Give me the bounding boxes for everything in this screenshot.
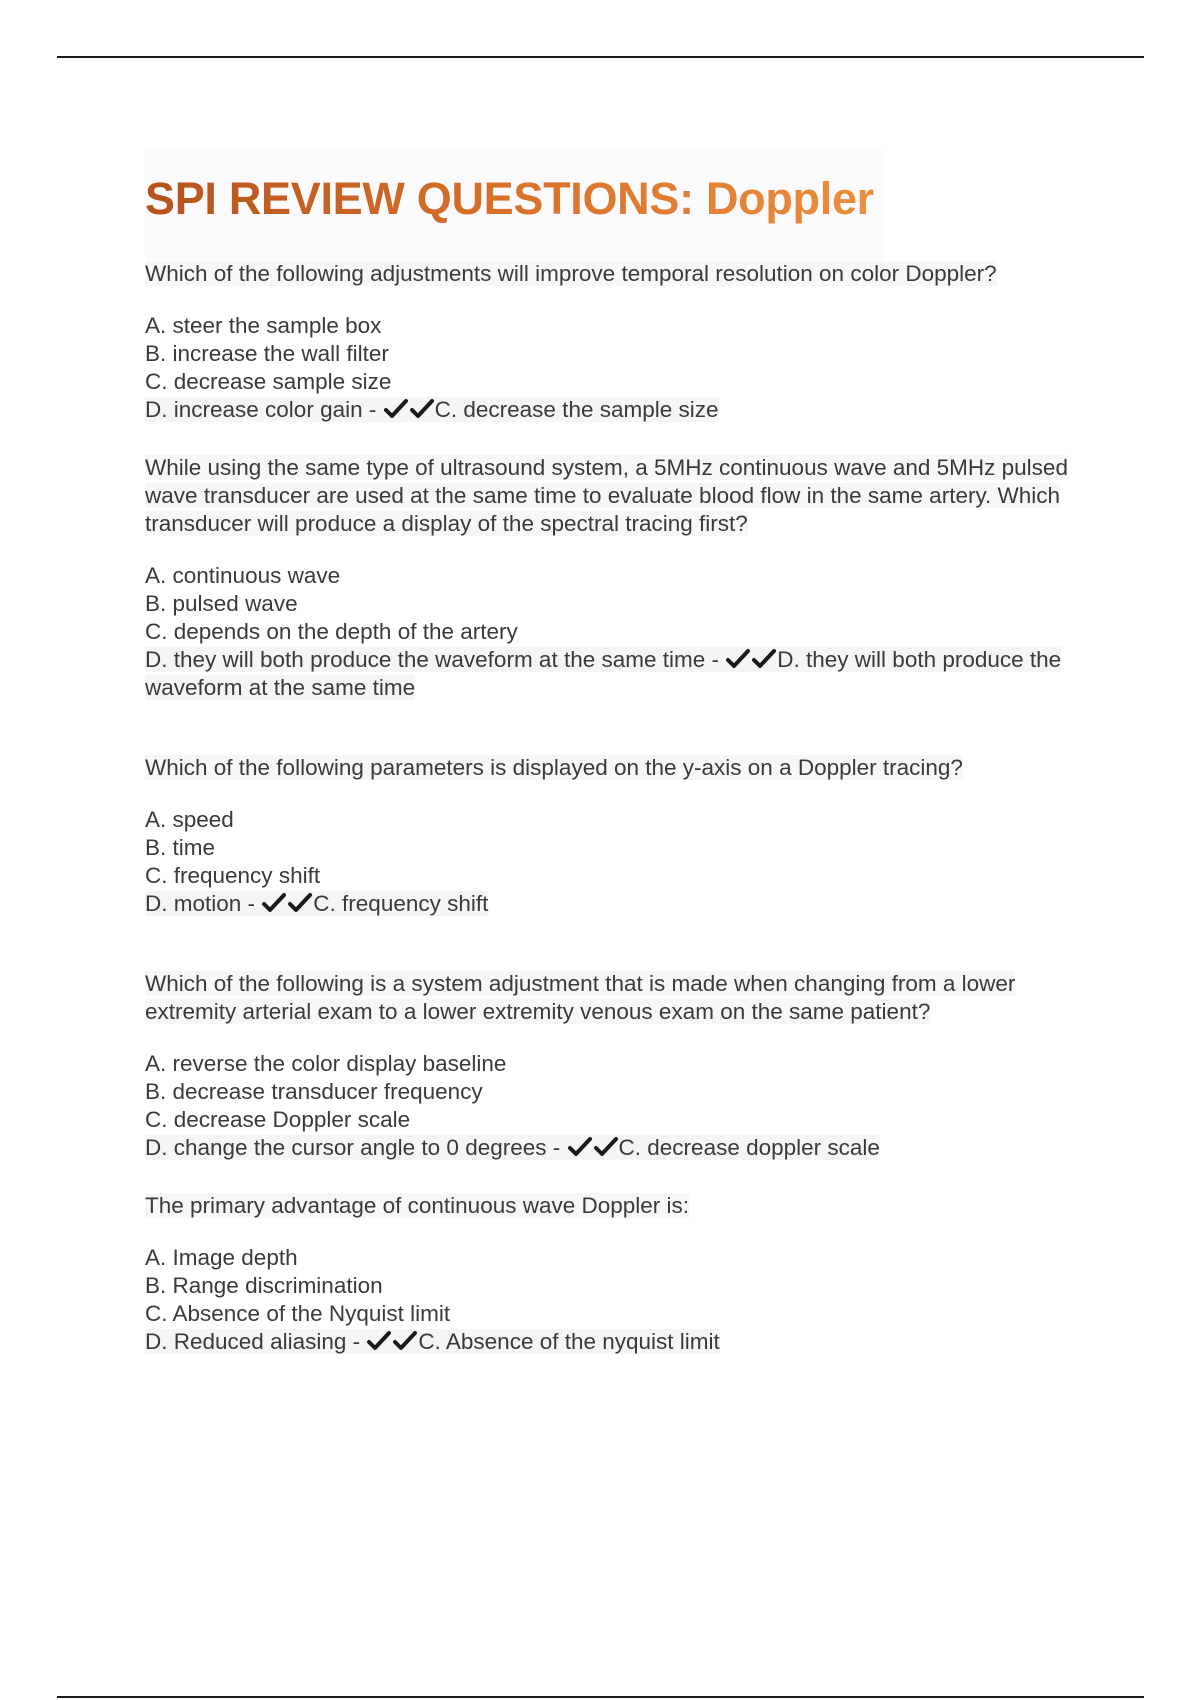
checkmark-icon: [409, 398, 435, 420]
question-text: The primary advantage of continuous wave Doppler is:: [145, 1192, 690, 1218]
option-b: B. Range discrimination: [145, 1272, 383, 1298]
checkmark-icon: [366, 1330, 392, 1352]
options-list: [145, 312, 1105, 424]
answer-text: C. decrease the sample size: [434, 396, 719, 422]
option-d: D. motion -: [145, 890, 256, 916]
checkmark-icon: [751, 648, 777, 670]
checkmark-icon: [261, 892, 287, 914]
option-c: C. decrease sample size: [145, 368, 392, 394]
option-d: D. Reduced aliasing -: [145, 1328, 361, 1354]
question-2: [145, 454, 1105, 702]
top-rule: [57, 56, 1144, 58]
checkmark-icon: [593, 1136, 619, 1158]
options-list: [145, 1244, 1105, 1356]
answer-text: C. frequency shift: [313, 890, 489, 916]
option-c: C. depends on the depth of the artery: [145, 618, 518, 644]
option-d-with-answer: [145, 396, 1105, 424]
option-d-with-answer: [145, 646, 1105, 702]
option-b: B. increase the wall filter: [145, 340, 389, 366]
option-b: B. pulsed wave: [145, 590, 298, 616]
answer-text: D. they will both produce the waveform at the same time: [145, 646, 1062, 700]
option-d: D. change the cursor angle to 0 degrees -: [145, 1134, 561, 1160]
option-d: D. they will both produce the waveform at the same time -: [145, 646, 720, 672]
question-text: Which of the following adjustments will improve temporal resolution on color Doppler?: [145, 260, 997, 286]
question-5: [145, 1192, 1105, 1356]
option-a: A. continuous wave: [145, 562, 341, 588]
checkmark-icon: [287, 892, 313, 914]
options-list: [145, 806, 1105, 918]
option-d-with-answer: [145, 1134, 1105, 1162]
options-list: [145, 1050, 1105, 1162]
checkmark-icon: [383, 398, 409, 420]
option-d: D. increase color gain -: [145, 396, 377, 422]
option-a: A. steer the sample box: [145, 312, 382, 338]
question-4: [145, 970, 1105, 1162]
option-b: B. time: [145, 834, 216, 860]
checkmark-icon: [725, 648, 751, 670]
title-wrap: [145, 150, 884, 260]
page-title: SPI REVIEW QUESTIONS: Doppler: [145, 150, 874, 224]
question-1: [145, 260, 1105, 424]
answer-text: C. Absence of the nyquist limit: [418, 1328, 720, 1354]
option-a: A. speed: [145, 806, 234, 832]
option-c: C. Absence of the Nyquist limit: [145, 1300, 451, 1326]
answer-text: C. decrease doppler scale: [618, 1134, 880, 1160]
document-body: [145, 150, 1105, 1356]
question-text: While using the same type of ultrasound system, a 5MHz continuous wave and 5MHz pulsed wave transducer are used at the same time to evaluate blood flow in the same artery. Which transducer will produce a display of the spectral tracing first?: [145, 454, 1068, 536]
options-list: [145, 562, 1105, 702]
option-d-with-answer: [145, 890, 1105, 918]
question-text: Which of the following parameters is displayed on the y-axis on a Doppler tracing?: [145, 754, 963, 780]
option-c: C. decrease Doppler scale: [145, 1106, 411, 1132]
question-text: Which of the following is a system adjustment that is made when changing from a lower extremity arterial exam to a lower extremity venous exam on the same patient?: [145, 970, 1016, 1024]
option-a: A. Image depth: [145, 1244, 298, 1270]
bottom-rule: [57, 1696, 1144, 1698]
checkmark-icon: [567, 1136, 593, 1158]
question-3: [145, 754, 1105, 918]
option-c: C. frequency shift: [145, 862, 321, 888]
option-d-with-answer: [145, 1328, 1105, 1356]
option-b: B. decrease transducer frequency: [145, 1078, 483, 1104]
checkmark-icon: [392, 1330, 418, 1352]
option-a: A. reverse the color display baseline: [145, 1050, 507, 1076]
